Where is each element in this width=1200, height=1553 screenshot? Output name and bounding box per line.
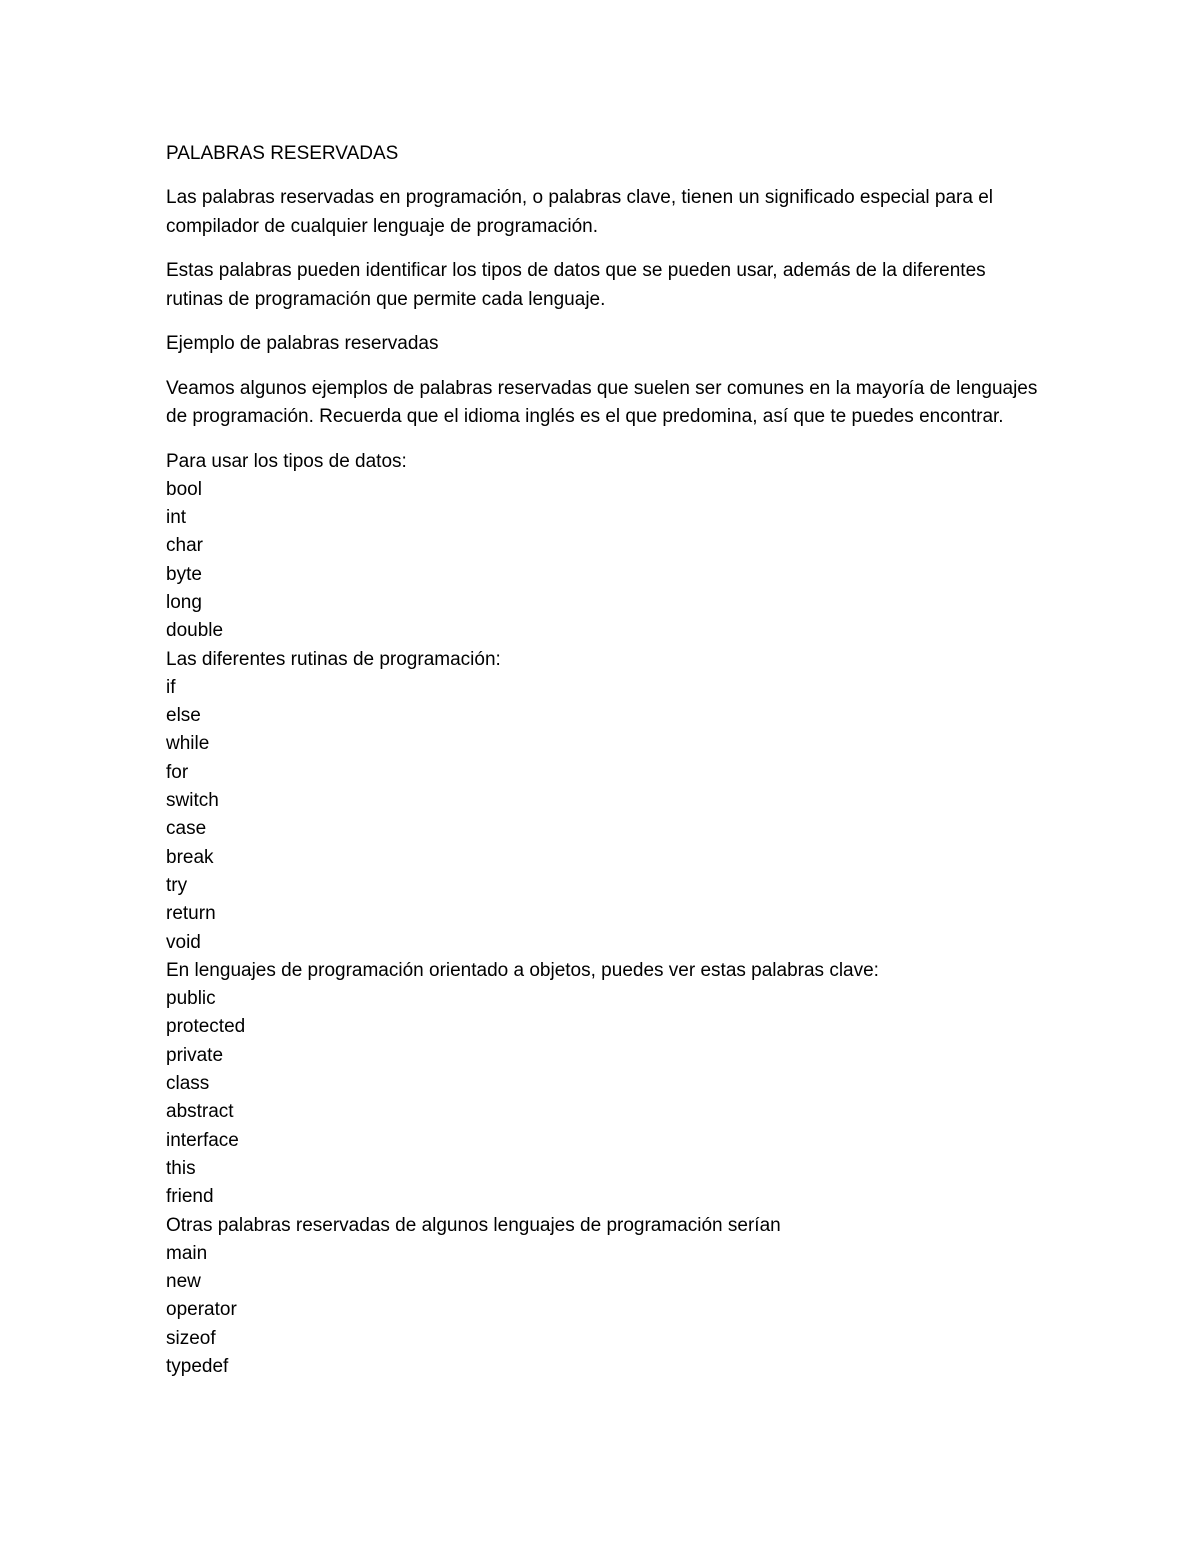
list-line: else [166,705,201,727]
list-line: En lenguajes de programación orientado a objetos, puedes ver estas palabras clave: [166,959,879,981]
list-line: Para usar los tipos de datos: [166,450,407,472]
list-line: abstract [166,1101,234,1123]
document-body [166,140,1046,1381]
list-line: main [166,1242,208,1264]
paragraph-data-types: Estas palabras pueden identificar los tipos de datos que se pueden usar, además de la diferentes rutinas de programación que permite cada lenguaje. [166,260,986,310]
list-line: protected [166,1016,246,1038]
list-line: return [166,903,216,925]
list-line: friend [166,1186,214,1208]
list-line: public [166,988,216,1010]
list-line: operator [166,1299,237,1321]
list-line: void [166,931,201,953]
list-line: new [166,1271,201,1293]
document-title: PALABRAS RESERVADAS [166,143,399,164]
list-line: sizeof [166,1327,216,1349]
paragraph-intro: Las palabras reservadas en programación, o palabras clave, tienen un significado especial para el compilador de cualquier lenguaje de programación. [166,187,994,237]
list-line: try [166,874,188,896]
section-heading-examples: Ejemplo de palabras reservadas [166,333,439,354]
list-line: bool [166,478,202,500]
list-line: this [166,1157,196,1179]
list-line: break [166,846,214,868]
list-line: byte [166,563,202,585]
paragraph-examples: Veamos algunos ejemplos de palabras reservadas que suelen ser comunes en la mayoría de lenguajes de programación. Recuerda que el idioma inglés es el que predomina, así que te puedes encontrar. [166,377,1038,427]
list-line: Otras palabras reservadas de algunos lenguajes de programación serían [166,1214,781,1236]
list-line: long [166,591,202,613]
list-line: int [166,507,187,529]
list-line: double [166,620,224,642]
list-line: Las diferentes rutinas de programación: [166,648,501,670]
list-line: for [166,761,189,783]
list-line: char [166,535,203,557]
list-line: while [166,733,210,755]
list-line: switch [166,790,219,812]
list-line: interface [166,1129,239,1151]
list-line: typedef [166,1356,229,1377]
keyword-list [166,448,1046,1382]
list-line: private [166,1044,224,1066]
list-line: if [166,676,176,698]
list-line: case [166,818,207,840]
list-line: class [166,1073,210,1095]
